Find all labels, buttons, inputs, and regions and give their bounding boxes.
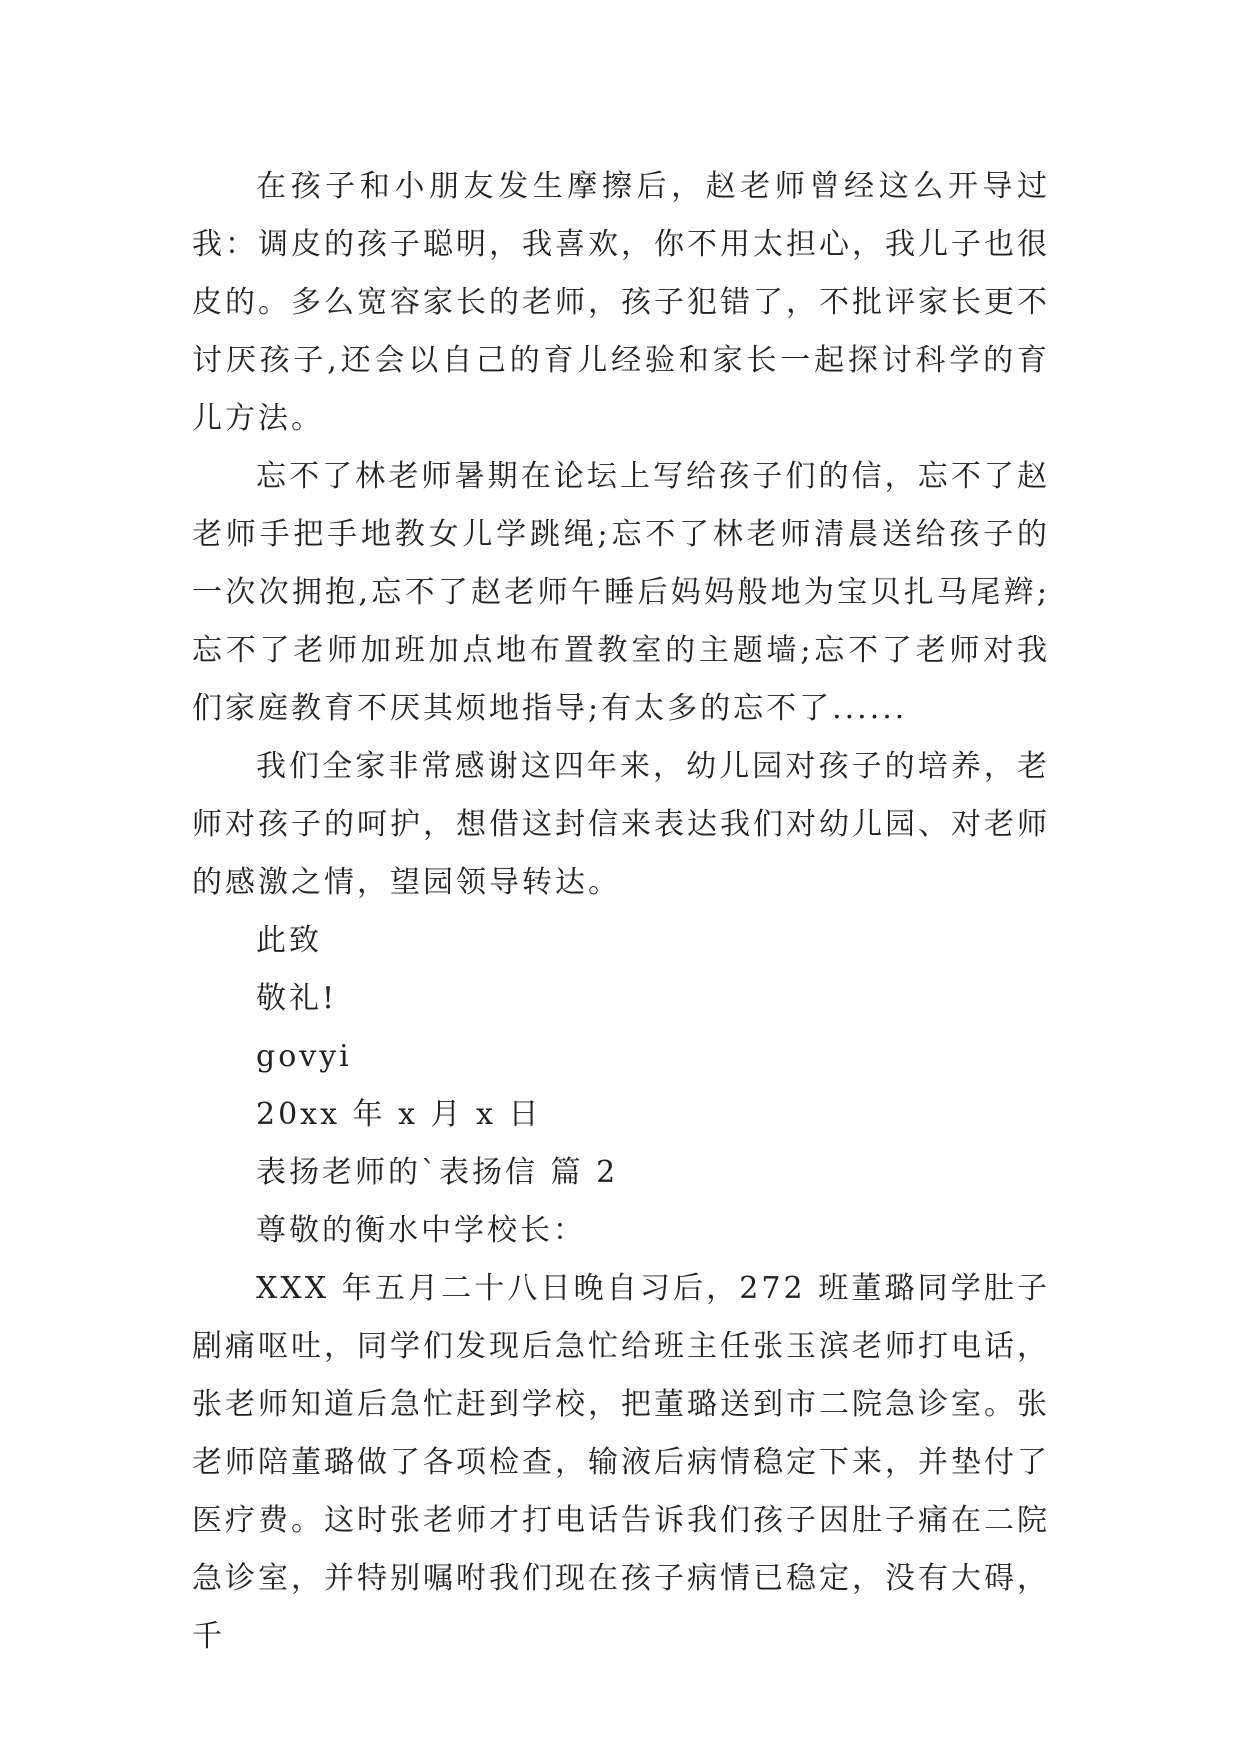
date-line: 20xx 年 x 月 x 日 xyxy=(256,1097,542,1132)
letter-body xyxy=(192,158,1050,1666)
signature: govyi xyxy=(256,1039,352,1074)
closing-regards: 敬礼! xyxy=(256,981,338,1016)
paragraph-gratitude: 我们全家非常感谢这四年来，幼儿园对孩子的培养，老师对孩子的呵护，想借这封信来表达我们对幼儿园、对老师的感激之情，望园领导转达。 xyxy=(192,749,1050,900)
paragraph-incident: XXX 年五月二十八日晚自习后，272 班董璐同学肚子剧痛呕吐，同学们发现后急忙给班主任张玉滨老师打电话，张老师知道后急忙赶到学校，把董璐送到市二院急诊室。张老师陪董璐做了各项检查，输液后病情稳定下来，并垫付了医疗费。这时张老师才打电话告诉我们孩子因肚子痛在二院急诊室，并特别嘱咐我们现在孩子病情已稳定，没有大碍，千 xyxy=(192,1271,1050,1654)
closing-salutation: 此致 xyxy=(256,923,322,958)
section-heading: 表扬老师的`表扬信 篇 2 xyxy=(256,1155,619,1190)
greeting-line: 尊敬的衡水中学校长： xyxy=(256,1213,586,1248)
paragraph-unforgettable: 忘不了林老师暑期在论坛上写给孩子们的信，忘不了赵老师手把手地教女儿学跳绳;忘不了林老师清晨送给孩子的一次次拥抱,忘不了赵老师午睡后妈妈般地为宝贝扎马尾辫;忘不了老师加班加点地布置教室的主题墙;忘不了老师对我们家庭教育不厌其烦地指导;有太多的忘不了...... xyxy=(192,459,1050,726)
paragraph-tolerant-teacher: 在孩子和小朋友发生摩擦后，赵老师曾经这么开导过我：调皮的孩子聪明，我喜欢，你不用太担心，我儿子也很皮的。多么宽容家长的老师，孩子犯错了，不批评家长更不讨厌孩子,还会以自己的育儿经验和家长一起探讨科学的育儿方法。 xyxy=(192,169,1050,436)
